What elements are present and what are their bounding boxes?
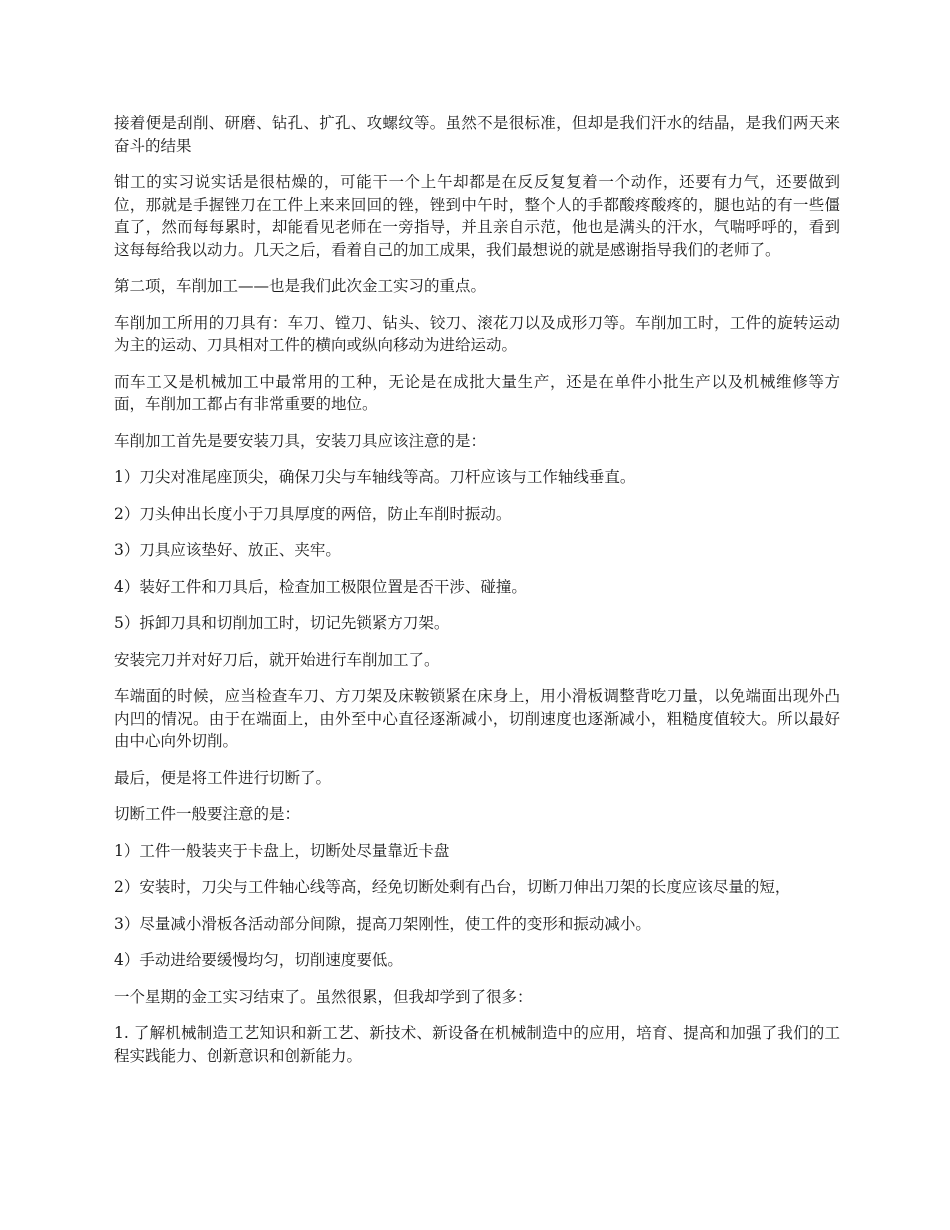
paragraph-10: 切断工件一般要注意的是：: [114, 805, 301, 823]
list-item-cut-2: 2）安装时，刀尖与工件轴心线等高，经免切断处剩有凸台，切断刀伸出刀架的长度应该尽量的短，: [114, 878, 791, 896]
list-item-tool-1: 1）刀尖对准尾座顶尖，确保刀尖与车轴线等高。刀杆应该与工作轴线垂直。: [114, 468, 636, 486]
list-item-summary-1: 1. 了解机械制造工艺知识和新工艺、新技术、新设备在机械制造中的应用，培育、提高和加强了我们的工程实践能力、创新意识和创新能力。: [114, 1024, 840, 1065]
list-item-tool-3: 3）刀具应该垫好、放正、夹牢。: [114, 541, 341, 559]
paragraph-6: 车削加工首先是要安装刀具，安装刀具应该注意的是：: [114, 431, 487, 450]
paragraph-9: 最后，便是将工件进行切断了。: [114, 768, 332, 787]
list-item-tool-2: 2）刀头伸出长度小于刀具厚度的两倍，防止车削时振动。: [114, 504, 512, 523]
list-item-cut-4: 4）手动进给要缓慢均匀，切削速度要低。: [114, 951, 403, 969]
paragraph-3: 第二项，车削加工——也是我们此次金工实习的重点。: [114, 277, 487, 295]
list-item-tool-5: 5）拆卸刀具和切削加工时，切记先锁紧方刀架。: [114, 614, 450, 632]
paragraph-5: 而车工又是机械加工中最常用的工种，无论是在成批大量生产，还是在单件小批生产以及机械维修等方面，车削加工都占有非常重要的地位。: [114, 372, 840, 413]
paragraph-1: 接着便是刮削、研磨、钻孔、扩孔、攻螺纹等。虽然不是很标准，但却是我们汗水的结晶，是我们两天来奋斗的结果: [114, 114, 840, 155]
paragraph-4: 车削加工所用的刀具有：车刀、镗刀、钻头、铰刀、滚花刀以及成形刀等。车削加工时，工件的旋转运动为主的运动、刀具相对工件的横向或纵向移动为进给运动。: [114, 313, 840, 354]
list-item-tool-4: 4）装好工件和刀具后，检查加工极限位置是否干涉、碰撞。: [114, 577, 527, 596]
list-item-cut-3: 3）尽量减小滑板各活动部分间隙，提高刀架刚性，使工件的变形和振动减小。: [114, 914, 651, 933]
paragraph-11: 一个星期的金工实习结束了。虽然很累，但我却学到了很多：: [114, 987, 533, 1006]
paragraph-7: 安装完刀并对好刀后，就开始进行车削加工了。: [114, 650, 440, 669]
paragraph-8: 车端面的时候，应当检查车刀、方刀架及床鞍锁紧在床身上，用小滑板调整背吃刀量，以免端面出现外凸内凹的情况。由于在端面上，由外至中心直径逐渐减小，切削速度也逐渐减小，粗糙度值较大。所以最好由中心向外切削。: [114, 687, 840, 750]
paragraph-2: 钳工的实习说实话是很枯燥的，可能干一个上午却都是在反反复复着一个动作，还要有力气，还要做到位，那就是手握锉刀在工件上来来回回的锉，锉到中午时，整个人的手都酸疼酸疼的，腿也站的有一些僵直了，然而每每累时，却能看见老师在一旁指导，并且亲自示范，他也是满头的汗水，气喘呼呼的，看到这每每给我以动力。几天之后，看着自己的加工成果，我们最想说的就是感谢指导我们的老师了。: [114, 173, 840, 259]
list-item-cut-1: 1）工件一般装夹于卡盘上，切断处尽量靠近卡盘: [114, 841, 450, 860]
document-body: [114, 112, 840, 1081]
